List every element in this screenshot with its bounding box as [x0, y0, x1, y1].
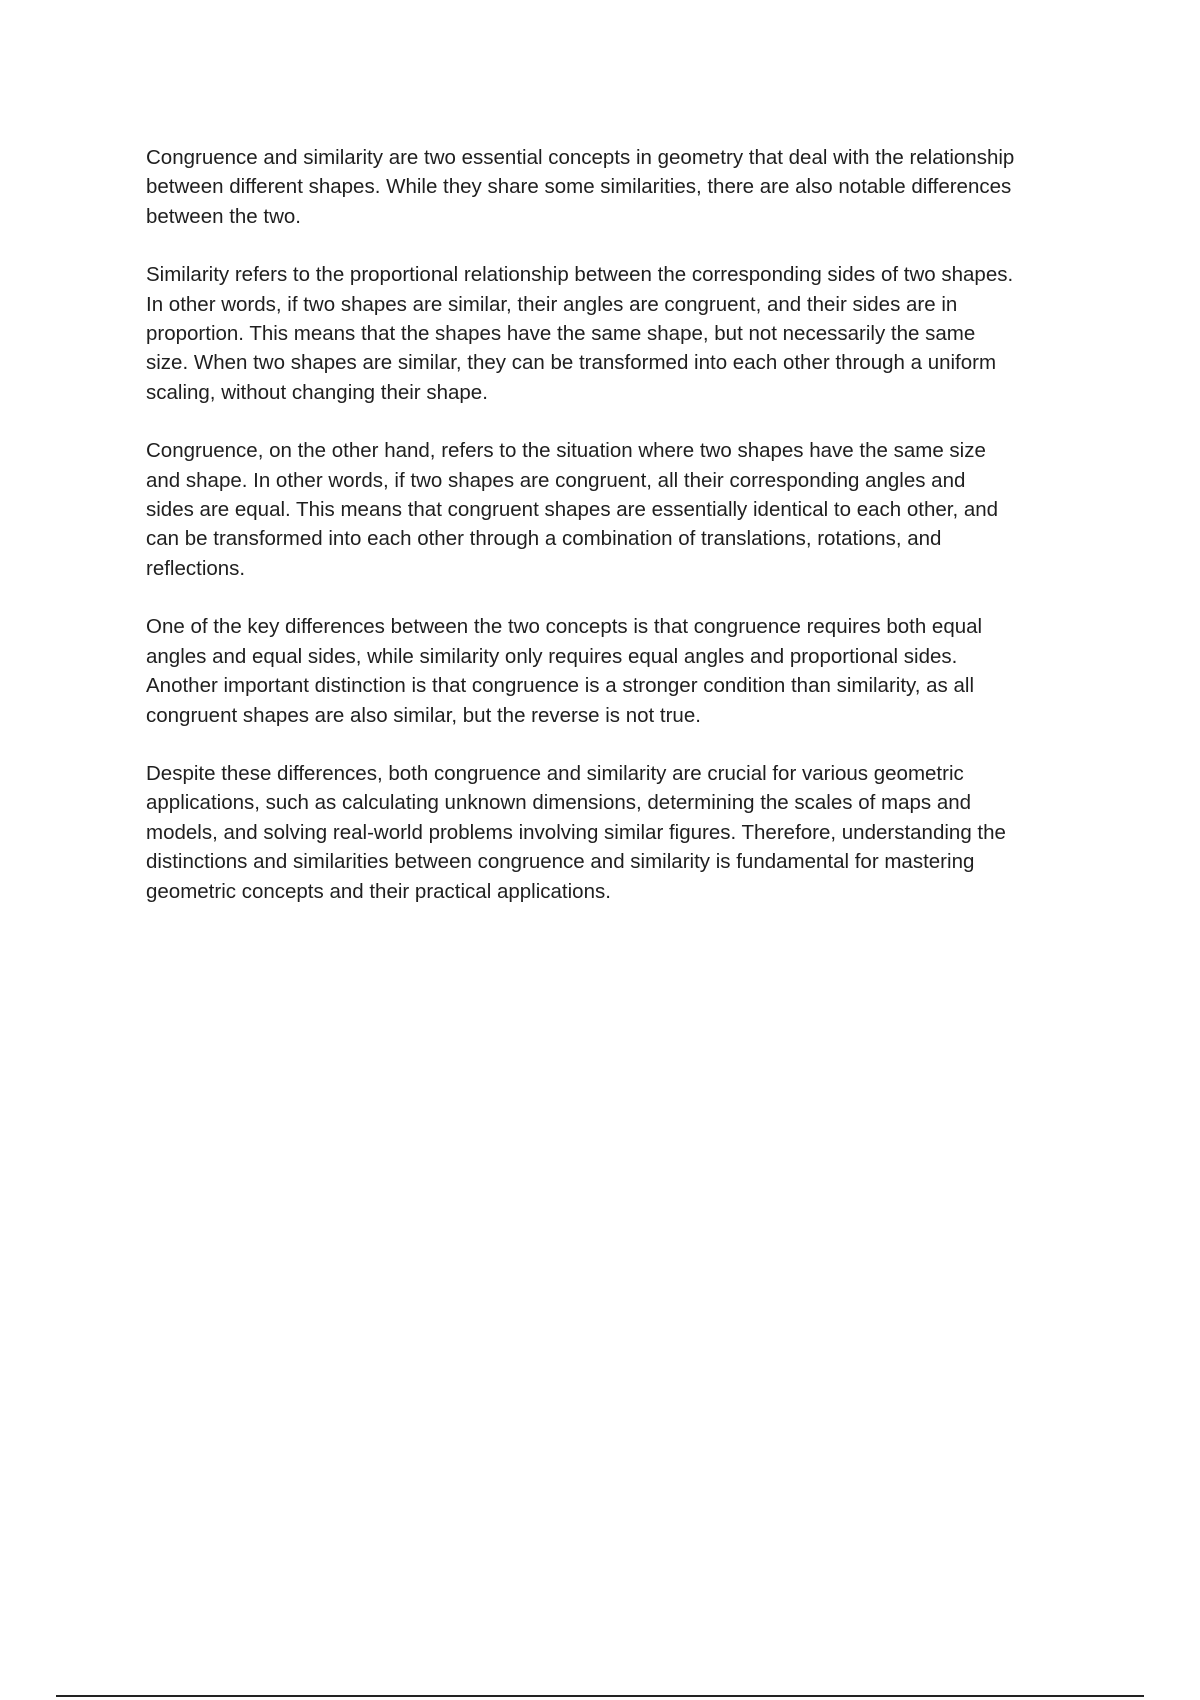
paragraph-congruence: [146, 436, 1096, 583]
text-line: between different shapes. While they share some similarities, there are also notable differences: [146, 175, 1012, 199]
paragraph-similarity: [146, 260, 1096, 407]
text-line: Congruence, on the other hand, refers to the situation where two shapes have the same size: [146, 439, 986, 463]
paragraph-differences: [146, 612, 1096, 730]
text-line: can be transformed into each other through a combination of translations, rotations, and: [146, 527, 942, 551]
text-line: between the two.: [146, 204, 301, 228]
text-line: Another important distinction is that congruence is a stronger condition than similarity, as all: [146, 674, 975, 698]
text-line: scaling, without changing their shape.: [146, 380, 488, 404]
text-line: distinctions and similarities between congruence and similarity is fundamental for mastering: [146, 850, 975, 874]
page-bottom-divider: [56, 1695, 1144, 1697]
text-line: angles and equal sides, while similarity only requires equal angles and proportional sides.: [146, 644, 958, 668]
text-line: proportion. This means that the shapes have the same shape, but not necessarily the same: [146, 322, 976, 346]
text-line: One of the key differences between the two concepts is that congruence requires both equal: [146, 615, 983, 639]
text-line: geometric concepts and their practical applications.: [146, 879, 611, 903]
paragraph-intro: [146, 143, 1096, 231]
text-line: In other words, if two shapes are similar, their angles are congruent, and their sides are in: [146, 292, 958, 316]
paragraph-conclusion: [146, 759, 1096, 906]
text-line: Despite these differences, both congruence and similarity are crucial for various geometric: [146, 761, 964, 785]
text-line: reflections.: [146, 556, 246, 580]
text-line: models, and solving real-world problems involving similar figures. Therefore, understanding the: [146, 820, 1006, 844]
text-line: and shape. In other words, if two shapes are congruent, all their corresponding angles and: [146, 468, 966, 492]
document-body: [146, 143, 1096, 935]
text-line: Congruence and similarity are two essential concepts in geometry that deal with the relationship: [146, 146, 1015, 169]
text-line: size. When two shapes are similar, they can be transformed into each other through a uniform: [146, 351, 997, 375]
text-line: sides are equal. This means that congruent shapes are essentially identical to each other, and: [146, 498, 999, 522]
text-line: applications, such as calculating unknown dimensions, determining the scales of maps and: [146, 791, 972, 815]
text-line: Similarity refers to the proportional relationship between the corresponding sides of two shapes.: [146, 263, 1014, 287]
text-line: congruent shapes are also similar, but the reverse is not true.: [146, 703, 701, 727]
